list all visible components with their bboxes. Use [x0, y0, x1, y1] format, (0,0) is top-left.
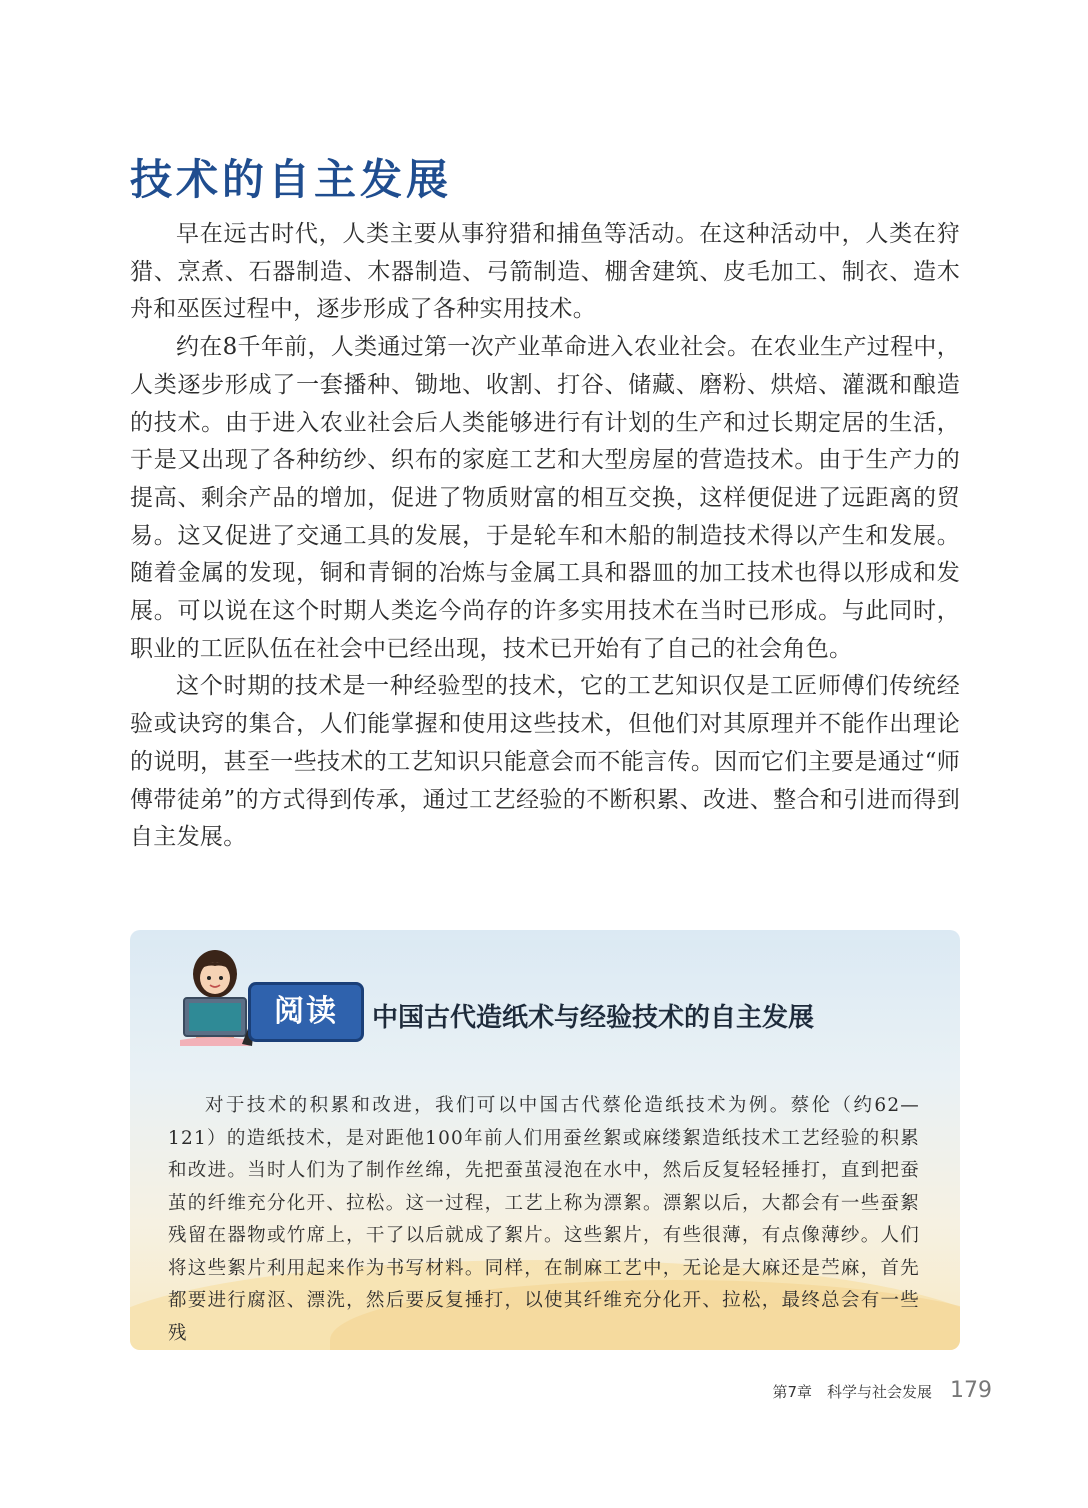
paragraph: 约在8千年前，人类通过第一次产业革命进入农业社会。在农业生产过程中，人类逐步形成了一套播种、锄地、收割、打谷、储藏、磨粉、烘焙、灌溉和酿造的技术。由于进入农业社会后人类能够进行有计划的生产和过长期定居的生活，于是又出现了各种纺纱、织布的家庭工艺和大型房屋的营造技术。由于生产力的提高、剩余产品的增加，促进了物质财富的相互交换，这样便促进了远距离的贸易。这又促进了交通工具的发展，于是轮车和木船的制造技术得以产生和发展。随着金属的发现，铜和青铜的冶炼与金属工具和器皿的加工技术也得以形成和发展。可以说在这个时期人类迄今尚存的许多实用技术在当时已形成。与此同时，职业的工匠队伍在社会中已经出现，技术已开始有了自己的社会角色。 [130, 334, 960, 662]
paragraph: 早在远古时代，人类主要从事狩猎和捕鱼等活动。在这种活动中，人类在狩猎、烹煮、石器制造、木器制造、弓箭制造、棚舍建筑、皮毛加工、制衣、造木舟和巫医过程中，逐步形成了各种实用技术。 [130, 221, 960, 323]
reading-text [168, 1090, 920, 1350]
page-footer [772, 1378, 992, 1408]
body-text [130, 216, 960, 857]
reading-paragraph: 对于技术的积累和改进，我们可以中国古代蔡伦造纸技术为例。蔡伦（约62—121）的造纸技术，是对距他100年前人们用蚕丝絮或麻缕絮造纸技术工艺经验的积累和改进。当时人们为了制作丝绵，先把蚕茧浸泡在水中，然后反复轻轻捶打，直到把蚕茧的纤维充分化开、拉松。这一过程，工艺上称为漂絮。漂絮以后，大都会有一些蚕絮残留在器物或竹席上，干了以后就成了絮片。这些絮片，有些很薄，有点像薄纱。人们将这些絮片利用起来作为书写材料。同样，在制麻工艺中，无论是大麻还是苎麻，首先都要进行腐沤、漂洗，然后要反复捶打，以使其纤维充分化开、拉松，最终总会有一些残 [168, 1095, 920, 1344]
paragraph: 这个时期的技术是一种经验型的技术，它的工艺知识仅是工匠师傅们传统经验或诀窍的集合，人们能掌握和使用这些技术，但他们对其原理并不能作出理论的说明，甚至一些技术的工艺知识只能意会而不能言传。因而它们主要是通过“师傅带徒弟”的方式得到传承，通过工艺经验的不断积累、改进、整合和引进而得到自主发展。 [130, 673, 960, 851]
reading-box [130, 930, 960, 1350]
girl-with-laptop-icon [170, 948, 260, 1048]
reading-badge: 阅读 [248, 982, 364, 1042]
chapter-label: 第7章 科学与社会发展 [772, 1383, 932, 1401]
page-number: 179 [950, 1378, 992, 1403]
reading-title: 中国古代造纸术与经验技术的自主发展 [372, 1003, 815, 1033]
section-title: 技术的自主发展 [130, 155, 453, 204]
